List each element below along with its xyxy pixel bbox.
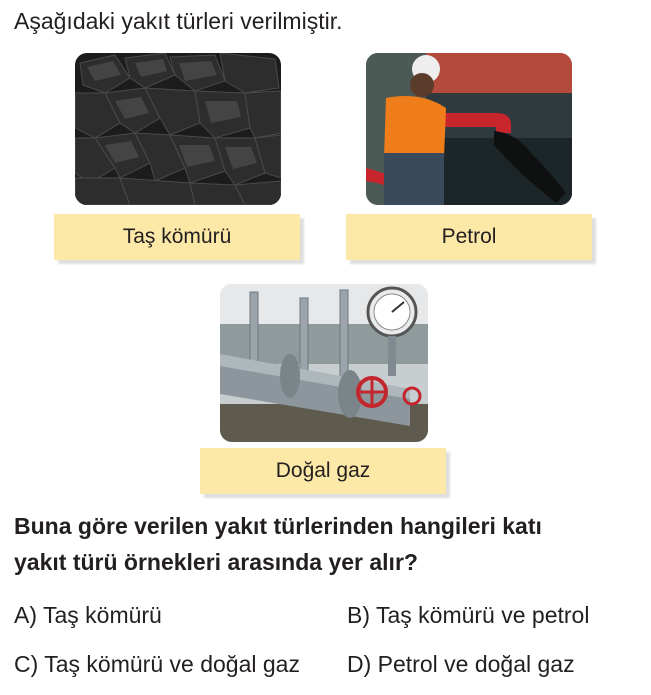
option-a[interactable]: A) Taş kömürü bbox=[14, 602, 162, 628]
gas-pipeline-photo bbox=[220, 284, 428, 442]
option-b[interactable]: B) Taş kömürü ve petrol bbox=[347, 602, 590, 628]
option-d[interactable]: D) Petrol ve doğal gaz bbox=[347, 651, 575, 677]
question-text bbox=[14, 508, 542, 580]
question-line-2: yakıt türü örnekleri arasında yer alır? bbox=[14, 549, 418, 575]
coal-photo bbox=[75, 53, 281, 205]
option-c[interactable]: C) Taş kömürü ve doğal gaz bbox=[14, 651, 300, 677]
fuel-label-petrol: Petrol bbox=[346, 214, 592, 260]
oil-pipe-photo bbox=[366, 53, 572, 205]
question-line-1: Buna göre verilen yakıt türlerinden hangileri katı bbox=[14, 513, 542, 539]
fuel-label-natural-gas: Doğal gaz bbox=[200, 448, 446, 494]
fuel-label-coal: Taş kömürü bbox=[54, 214, 300, 260]
intro-text: Aşağıdaki yakıt türleri verilmiştir. bbox=[14, 8, 343, 34]
